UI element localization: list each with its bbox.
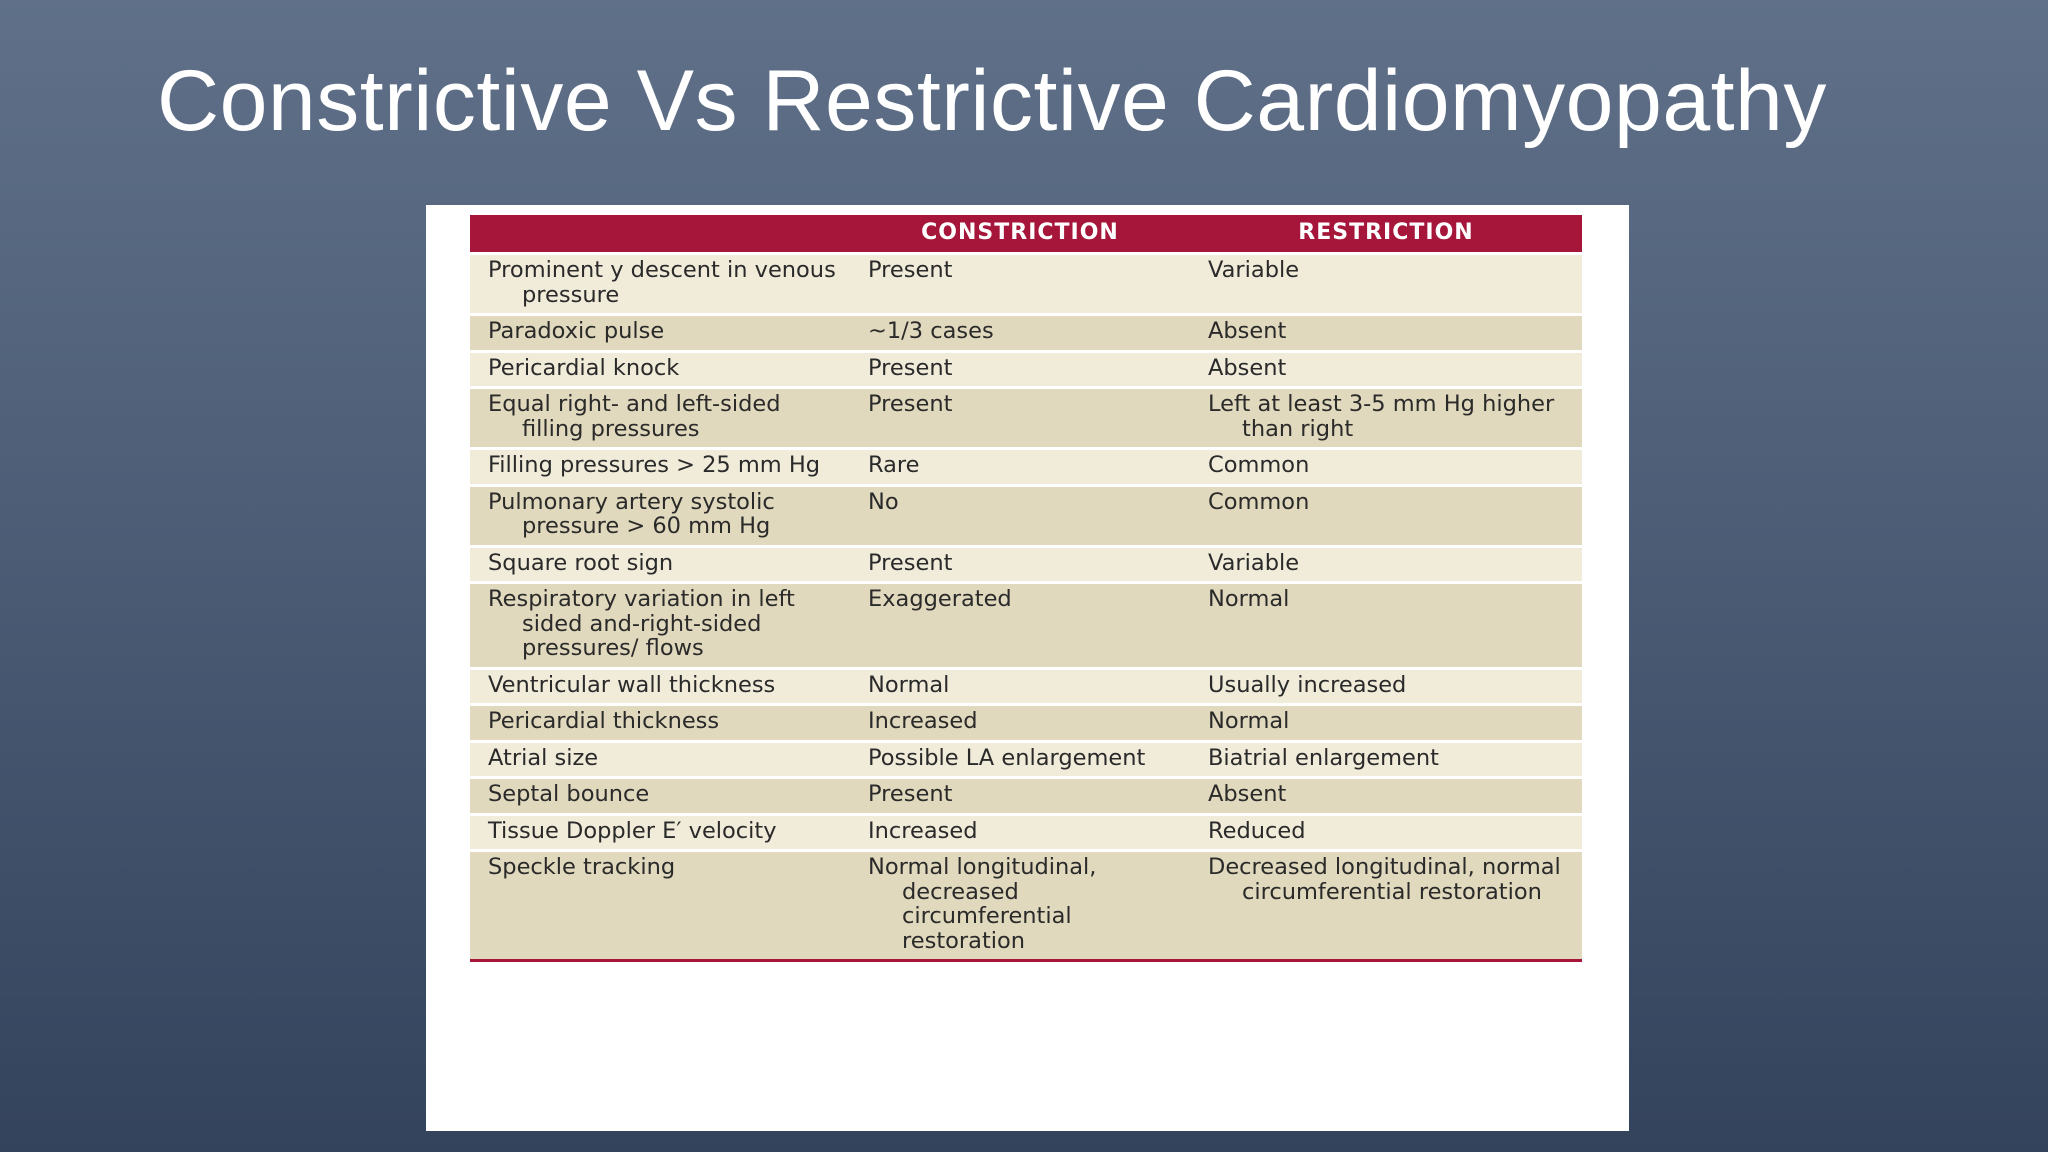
restriction-cell: Absent [1190, 315, 1582, 352]
table-row [470, 814, 1582, 851]
restriction-cell: Common [1190, 449, 1582, 486]
table-row [470, 583, 1582, 669]
constriction-cell: Possible LA enlargement [850, 741, 1190, 778]
restriction-cell: Left at least 3-5 mm Hg higher than right [1190, 388, 1582, 449]
table-row [470, 668, 1582, 705]
table-bottom-rule [470, 959, 1582, 962]
header-restriction: RESTRICTION [1190, 215, 1582, 254]
feature-cell: Square root sign [470, 546, 850, 583]
restriction-cell: Biatrial enlargement [1190, 741, 1582, 778]
constriction-cell: Present [850, 546, 1190, 583]
table-row [470, 315, 1582, 352]
feature-cell: Speckle tracking [470, 851, 850, 960]
constriction-cell: Increased [850, 705, 1190, 742]
feature-cell: Prominent y descent in venous pressure [470, 254, 850, 315]
table-row [470, 449, 1582, 486]
header-feature [470, 215, 850, 254]
constriction-cell: Present [850, 254, 1190, 315]
restriction-cell: Absent [1190, 778, 1582, 815]
restriction-cell: Usually increased [1190, 668, 1582, 705]
table-row [470, 705, 1582, 742]
table-row [470, 351, 1582, 388]
constriction-cell: Normal [850, 668, 1190, 705]
restriction-cell: Normal [1190, 583, 1582, 669]
constriction-cell: Present [850, 351, 1190, 388]
constriction-cell: Present [850, 388, 1190, 449]
constriction-cell: Exaggerated [850, 583, 1190, 669]
comparison-table-image [426, 205, 1629, 1131]
constriction-cell: Present [850, 778, 1190, 815]
feature-cell: Septal bounce [470, 778, 850, 815]
constriction-cell: Rare [850, 449, 1190, 486]
restriction-cell: Common [1190, 485, 1582, 546]
comparison-table [470, 215, 1582, 959]
restriction-cell: Absent [1190, 351, 1582, 388]
restriction-cell: Variable [1190, 546, 1582, 583]
feature-cell: Pulmonary artery systolic pressure > 60 mm Hg [470, 485, 850, 546]
feature-cell: Tissue Doppler E′ velocity [470, 814, 850, 851]
table-row [470, 851, 1582, 960]
feature-cell: Atrial size [470, 741, 850, 778]
feature-cell: Pericardial thickness [470, 705, 850, 742]
restriction-cell: Variable [1190, 254, 1582, 315]
comparison-table-wrapper [470, 215, 1582, 962]
constriction-cell: ~1/3 cases [850, 315, 1190, 352]
feature-cell: Pericardial knock [470, 351, 850, 388]
table-row [470, 388, 1582, 449]
feature-cell: Equal right- and left-sided filling pressures [470, 388, 850, 449]
slide-title: Constrictive Vs Restrictive Cardiomyopathy [157, 53, 1827, 149]
table-row [470, 254, 1582, 315]
constriction-cell: Normal longitudinal, decreased circumferential restoration [850, 851, 1190, 960]
table-header-row [470, 215, 1582, 254]
constriction-cell: No [850, 485, 1190, 546]
table-row [470, 546, 1582, 583]
table-row [470, 741, 1582, 778]
feature-cell: Paradoxic pulse [470, 315, 850, 352]
table-body [470, 254, 1582, 960]
restriction-cell: Decreased longitudinal, normal circumferential restoration [1190, 851, 1582, 960]
table-row [470, 778, 1582, 815]
table-row [470, 485, 1582, 546]
constriction-cell: Increased [850, 814, 1190, 851]
restriction-cell: Normal [1190, 705, 1582, 742]
feature-cell: Filling pressures > 25 mm Hg [470, 449, 850, 486]
header-constriction: CONSTRICTION [850, 215, 1190, 254]
feature-cell: Ventricular wall thickness [470, 668, 850, 705]
restriction-cell: Reduced [1190, 814, 1582, 851]
feature-cell: Respiratory variation in left sided and-right-sided pressures/ flows [470, 583, 850, 669]
